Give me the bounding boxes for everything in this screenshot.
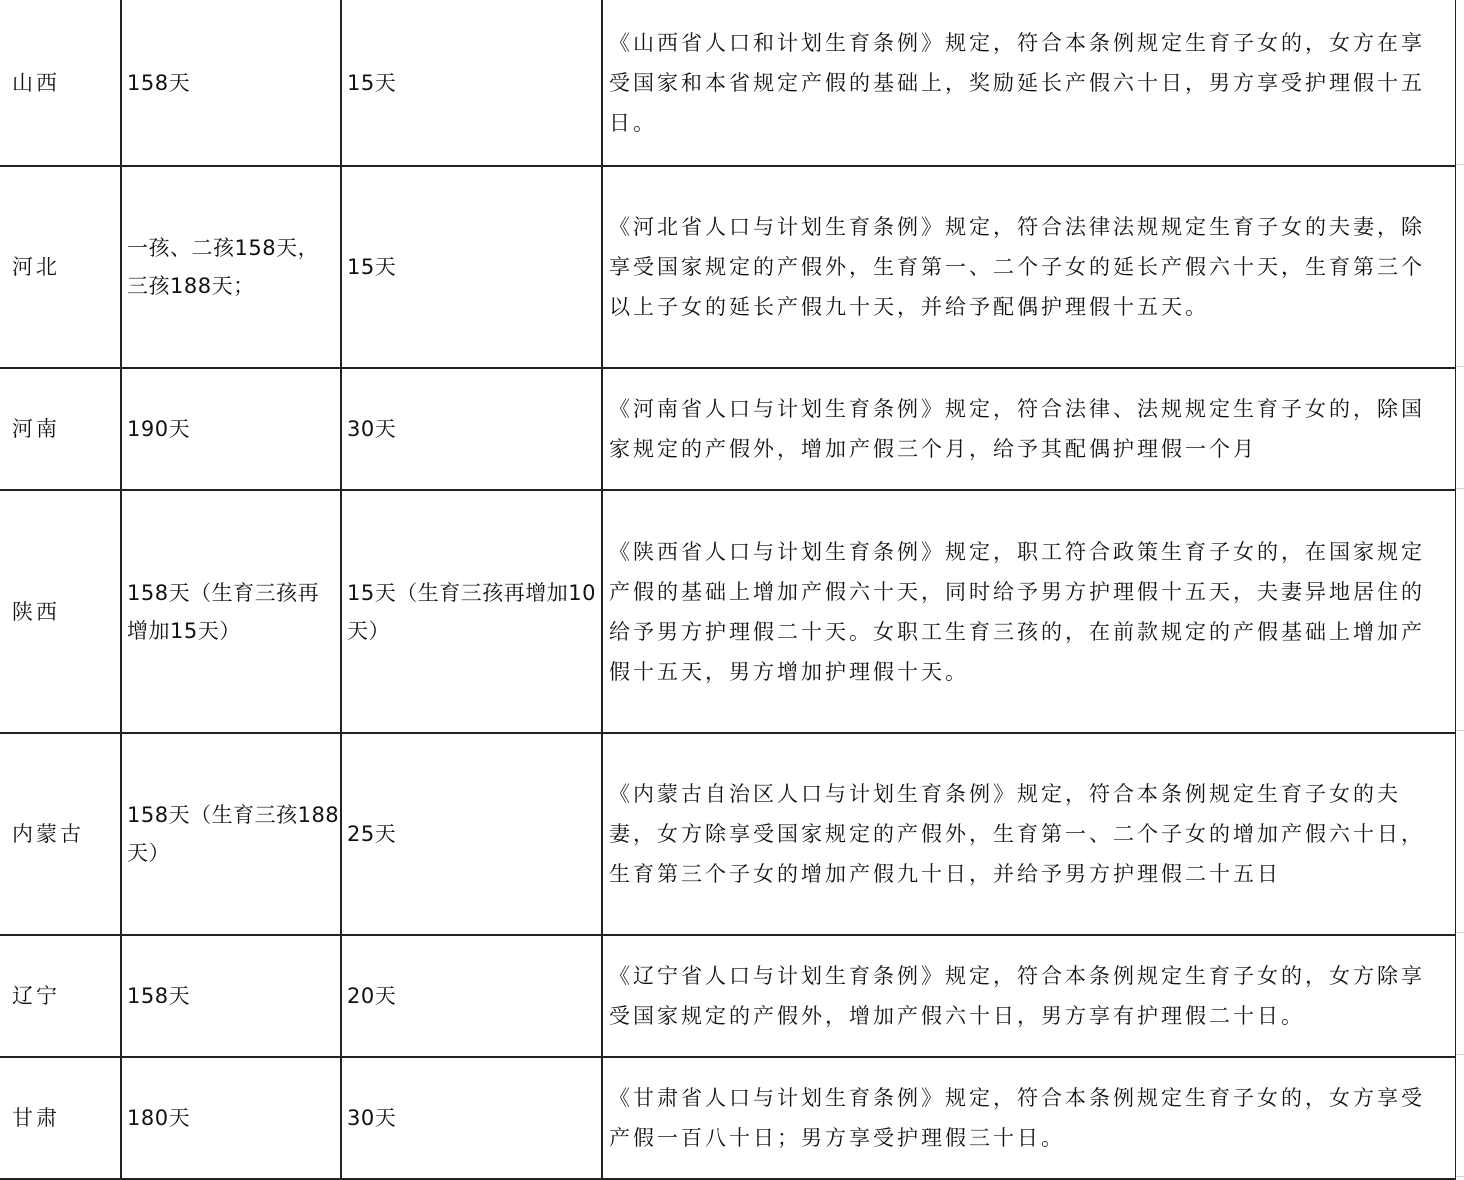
maternity-leave-cell[interactable]: 180天	[121, 1057, 341, 1179]
regulation-cell[interactable]: 《河北省人口与计划生育条例》规定，符合法律法规规定生育子女的夫妻，除享受国家规定的产假外，生育第一、二个子女的延长产假六十天，生育第三个以上子女的延长产假九十天，并给予配偶护理假十五天。	[602, 166, 1456, 368]
province-cell[interactable]: 内蒙古	[0, 733, 121, 935]
table-row	[0, 166, 1456, 368]
province-cell[interactable]: 陕西	[0, 490, 121, 733]
province-cell[interactable]: 河南	[0, 368, 121, 490]
regulation-cell[interactable]: 《内蒙古自治区人口与计划生育条例》规定，符合本条例规定生育子女的夫妻，女方除享受国家规定的产假外，生育第一、二个子女的增加产假六十日，生育第三个子女的增加产假九十日，并给予男方护理假二十五日	[602, 733, 1456, 935]
table-row	[0, 490, 1456, 733]
table-row	[0, 733, 1456, 935]
paternity-leave-cell[interactable]: 30天	[341, 368, 602, 490]
gridline	[1456, 164, 1464, 165]
paternity-leave-cell[interactable]: 15天	[341, 166, 602, 368]
table-row	[0, 1057, 1456, 1179]
paternity-leave-cell[interactable]: 30天	[341, 1057, 602, 1179]
regulation-cell[interactable]: 《辽宁省人口与计划生育条例》规定，符合本条例规定生育子女的，女方除享受国家规定的产假外，增加产假六十日，男方享有护理假二十日。	[602, 935, 1456, 1057]
gridline	[1456, 730, 1464, 731]
gridline	[1456, 488, 1464, 489]
paternity-leave-cell[interactable]: 25天	[341, 733, 602, 935]
sheet-gridline-margin	[1456, 0, 1464, 1180]
province-cell[interactable]: 甘肃	[0, 1057, 121, 1179]
maternity-leave-cell[interactable]: 一孩、二孩158天，三孩188天；	[121, 166, 341, 368]
province-cell[interactable]: 辽宁	[0, 935, 121, 1057]
gridline	[1456, 932, 1464, 933]
regulation-cell[interactable]: 《山西省人口和计划生育条例》规定，符合本条例规定生育子女的，女方在享受国家和本省规定产假的基础上，奖励延长产假六十日，男方享受护理假十五日。	[602, 0, 1456, 166]
regulation-cell[interactable]: 《陕西省人口与计划生育条例》规定，职工符合政策生育子女的，在国家规定产假的基础上增加产假六十天，同时给予男方护理假十五天，夫妻异地居住的给予男方护理假二十天。女职工生育三孩的，在前款规定的产假基础上增加产假十五天，男方增加护理假十天。	[602, 490, 1456, 733]
gridline	[1456, 366, 1464, 367]
regulation-cell[interactable]: 《甘肃省人口与计划生育条例》规定，符合本条例规定生育子女的，女方享受产假一百八十日；男方享受护理假三十日。	[602, 1057, 1456, 1179]
regulation-cell[interactable]: 《河南省人口与计划生育条例》规定，符合法律、法规规定生育子女的，除国家规定的产假外，增加产假三个月，给予其配偶护理假一个月	[602, 368, 1456, 490]
maternity-leave-cell[interactable]: 158天	[121, 935, 341, 1057]
table-row	[0, 935, 1456, 1057]
gridline	[1456, 1054, 1464, 1055]
province-cell[interactable]: 山西	[0, 0, 121, 166]
table-row	[0, 0, 1456, 166]
paternity-leave-cell[interactable]: 15天	[341, 0, 602, 166]
maternity-leave-cell[interactable]: 190天	[121, 368, 341, 490]
table-row	[0, 368, 1456, 490]
paternity-leave-cell[interactable]: 20天	[341, 935, 602, 1057]
maternity-leave-cell[interactable]: 158天（生育三孩再增加15天）	[121, 490, 341, 733]
paternity-leave-cell[interactable]: 15天（生育三孩再增加10天）	[341, 490, 602, 733]
maternity-leave-cell[interactable]: 158天（生育三孩188天）	[121, 733, 341, 935]
province-cell[interactable]: 河北	[0, 166, 121, 368]
maternity-leave-cell[interactable]: 158天	[121, 0, 341, 166]
gridline	[1456, 1176, 1464, 1177]
